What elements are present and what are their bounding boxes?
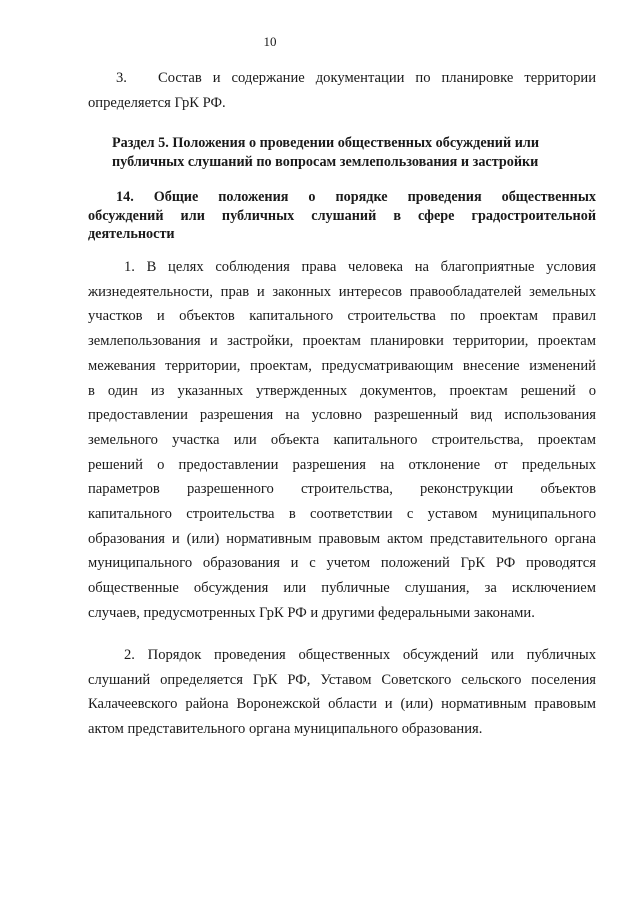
paragraph-1-line-5: межевания территории, проектам, предусматривающим внесение изменений [88, 357, 596, 374]
paragraph-1-line-2: жизнедеятельности, прав и законных интересов правообладателей земельных [88, 283, 596, 300]
paragraph-1-line-14: общественные обсуждения или публичные слушания, за исключением [88, 580, 596, 597]
section-5-line-2: публичных слушаний по вопросам землепользования и застройки [112, 153, 539, 170]
item-3-line-1: 3. Состав и содержание документации по планировке территории [88, 66, 596, 91]
paragraph-1-line-12: образования и (или) нормативным правовым актом представительного органа [88, 530, 596, 547]
paragraph-1-line-4: землепользования и застройки, проектам планировки территории, проектам [88, 333, 596, 350]
paragraph-2-line-4: актом представительного органа муниципального образования. [88, 721, 483, 738]
item-3-line-2: определяется ГрК РФ. [88, 94, 226, 111]
paragraph-1-line-1: 1. В целях соблюдения права человека на благоприятные условия [124, 259, 596, 275]
page-number: 10 [263, 34, 277, 49]
article-14-line-2: обсуждений или публичных слушаний в сфере градостроительной [88, 207, 596, 224]
paragraph-1-line-13: муниципального образования и с учетом положений ГрК РФ проводятся [88, 555, 596, 572]
paragraph-2-line-2: слушаний определяется ГрК РФ, Уставом Советского сельского поселения [88, 671, 596, 688]
section-5-line-1: Раздел 5. Положения о проведении общественных обсуждений или [112, 135, 540, 151]
article-14-line-1: 14. Общие положения о порядке проведения общественных [116, 189, 596, 205]
paragraph-1-line-11: капитального строительства в соответствии с уставом муниципального [88, 506, 596, 523]
paragraph-1-line-10: параметров разрешенного строительства, реконструкции объектов [88, 481, 596, 498]
paragraph-1-line-15: случаев, предусмотренных ГрК РФ и другими федеральными законами. [88, 604, 535, 621]
item-3-paragraph [88, 66, 596, 115]
paragraph-1-line-3: участков и объектов капитального строительства по проектам правил [88, 308, 596, 325]
paragraph-1-line-6: в один из указанных утвержденных документов, проектам решений о [88, 382, 596, 399]
paragraph-1-line-7: предоставлении разрешения на условно разрешенный вид использования [88, 407, 596, 424]
paragraph-2-line-1: 2. Порядок проведения общественных обсуждений или публичных [124, 647, 596, 663]
paragraph-2-line-3: Калачеевского района Воронежской области и (или) нормативным правовым [88, 696, 596, 713]
section-5-heading [112, 134, 596, 171]
paragraph-1-line-9: решений о предоставлении разрешения на отклонение от предельных [88, 456, 596, 473]
article-14-heading [88, 188, 596, 244]
paragraph-1-line-8: земельного участка или объекта капитального строительства, проектам [88, 431, 596, 448]
item-3-number: 3. [116, 70, 127, 86]
article-14-line-3: деятельности [88, 226, 175, 242]
paragraph-2 [88, 643, 596, 742]
paragraph-1 [88, 255, 596, 626]
